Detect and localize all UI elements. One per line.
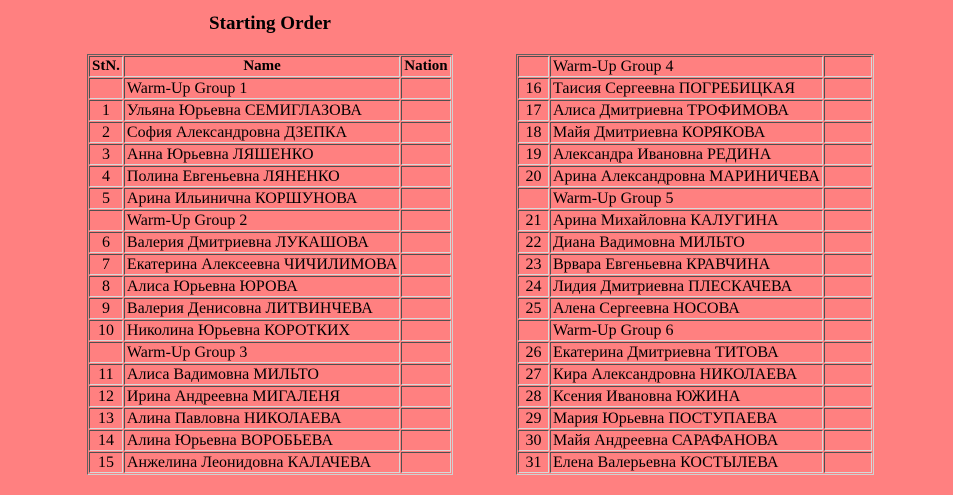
start-number: 3 bbox=[89, 144, 123, 165]
start-number: 19 bbox=[518, 144, 549, 165]
nation-cell bbox=[401, 408, 450, 429]
athlete-name: Арина Михайловна КАЛУГИНА bbox=[550, 210, 823, 231]
group-number-cell bbox=[89, 210, 123, 231]
athlete-name: Лидия Дмитриевна ПЛЕСКАЧЕВА bbox=[550, 276, 823, 297]
athlete-name: Екатерина Дмитриевна ТИТОВА bbox=[550, 342, 823, 363]
nation-cell bbox=[401, 166, 450, 187]
nation-cell bbox=[824, 276, 872, 297]
athlete-name: Майя Дмитриевна КОРЯКОВА bbox=[550, 122, 823, 143]
start-number: 11 bbox=[89, 364, 123, 385]
start-number: 12 bbox=[89, 386, 123, 407]
nation-cell bbox=[824, 56, 872, 77]
athlete-name: Валерия Денисовна ЛИТВИНЧЕВА bbox=[124, 298, 400, 319]
nation-cell bbox=[824, 100, 872, 121]
athlete-name: Николина Юрьевна КОРОТКИХ bbox=[124, 320, 400, 341]
start-number: 21 bbox=[518, 210, 549, 231]
table-body-left bbox=[89, 78, 451, 473]
athlete-name: Таисия Сергеевна ПОГРЕБИЦКАЯ bbox=[550, 78, 823, 99]
athlete-row bbox=[518, 254, 872, 275]
athlete-row bbox=[518, 122, 872, 143]
start-number: 27 bbox=[518, 364, 549, 385]
start-number: 23 bbox=[518, 254, 549, 275]
athlete-name: Анжелина Леонидовна КАЛАЧЕВА bbox=[124, 452, 400, 473]
warmup-group-label: Warm-Up Group 3 bbox=[124, 342, 400, 363]
athlete-row bbox=[89, 144, 451, 165]
athlete-name: Врвара Евгеньевна КРАВЧИНА bbox=[550, 254, 823, 275]
nation-cell bbox=[401, 122, 450, 143]
start-number: 15 bbox=[89, 452, 123, 473]
athlete-row bbox=[518, 298, 872, 319]
athlete-name: Ирина Андреевна МИГАЛЕНЯ bbox=[124, 386, 400, 407]
warmup-group-row bbox=[89, 78, 451, 99]
nation-cell bbox=[401, 232, 450, 253]
athlete-row bbox=[89, 364, 451, 385]
nation-cell bbox=[824, 188, 872, 209]
warmup-group-row bbox=[89, 342, 451, 363]
nation-cell bbox=[824, 144, 872, 165]
athlete-row bbox=[89, 430, 451, 451]
start-number: 8 bbox=[89, 276, 123, 297]
group-number-cell bbox=[89, 342, 123, 363]
warmup-group-label: Warm-Up Group 5 bbox=[550, 188, 823, 209]
header-name: Name bbox=[124, 56, 400, 77]
athlete-row bbox=[89, 452, 451, 473]
start-number: 31 bbox=[518, 452, 549, 473]
athlete-name: Алиса Юрьевна ЮРОВА bbox=[124, 276, 400, 297]
start-number: 29 bbox=[518, 408, 549, 429]
start-number: 6 bbox=[89, 232, 123, 253]
nation-cell bbox=[401, 100, 450, 121]
header-stn: StN. bbox=[89, 56, 123, 77]
nation-cell bbox=[401, 452, 450, 473]
athlete-row bbox=[518, 78, 872, 99]
nation-cell bbox=[401, 254, 450, 275]
warmup-group-label: Warm-Up Group 6 bbox=[550, 320, 823, 341]
warmup-group-row bbox=[89, 210, 451, 231]
athlete-row bbox=[89, 298, 451, 319]
start-number: 20 bbox=[518, 166, 549, 187]
athlete-row bbox=[518, 232, 872, 253]
group-number-cell bbox=[518, 188, 549, 209]
nation-cell bbox=[401, 188, 450, 209]
athlete-row bbox=[518, 144, 872, 165]
start-number: 30 bbox=[518, 430, 549, 451]
starting-order-table-left bbox=[87, 54, 453, 475]
athlete-name: Алина Юрьевна ВОРОБЬЕВА bbox=[124, 430, 400, 451]
athlete-row bbox=[518, 408, 872, 429]
warmup-group-label: Warm-Up Group 1 bbox=[124, 78, 400, 99]
athlete-name: Полина Евгеньевна ЛЯНЕНКО bbox=[124, 166, 400, 187]
nation-cell bbox=[824, 342, 872, 363]
start-number: 5 bbox=[89, 188, 123, 209]
athlete-row bbox=[89, 188, 451, 209]
athlete-name: Алена Сергеевна НОСОВА bbox=[550, 298, 823, 319]
warmup-group-row bbox=[518, 56, 872, 77]
athlete-name: Кира Александровна НИКОЛАЕВА bbox=[550, 364, 823, 385]
athlete-name: Александра Ивановна РЕДИНА bbox=[550, 144, 823, 165]
warmup-group-label: Warm-Up Group 2 bbox=[124, 210, 400, 231]
nation-cell bbox=[401, 364, 450, 385]
nation-cell bbox=[824, 430, 872, 451]
athlete-row bbox=[518, 166, 872, 187]
start-number: 18 bbox=[518, 122, 549, 143]
athlete-name: Елена Валерьевна КОСТЫЛЕВА bbox=[550, 452, 823, 473]
nation-cell bbox=[401, 320, 450, 341]
warmup-group-label: Warm-Up Group 4 bbox=[550, 56, 823, 77]
nation-cell bbox=[401, 298, 450, 319]
nation-cell bbox=[401, 78, 450, 99]
start-number: 26 bbox=[518, 342, 549, 363]
nation-cell bbox=[401, 386, 450, 407]
athlete-name: Майя Андреевна САРАФАНОВА bbox=[550, 430, 823, 451]
table-body-right bbox=[518, 56, 872, 473]
athlete-row bbox=[89, 100, 451, 121]
group-number-cell bbox=[518, 320, 549, 341]
nation-cell bbox=[824, 166, 872, 187]
nation-cell bbox=[824, 78, 872, 99]
athlete-row bbox=[89, 166, 451, 187]
athlete-name: Екатерина Алексеевна ЧИЧИЛИМОВА bbox=[124, 254, 400, 275]
start-number: 10 bbox=[89, 320, 123, 341]
nation-cell bbox=[824, 210, 872, 231]
nation-cell bbox=[401, 430, 450, 451]
athlete-row bbox=[89, 254, 451, 275]
athlete-name: София Александровна ДЗЕПКА bbox=[124, 122, 400, 143]
header-row bbox=[89, 56, 451, 77]
athlete-row bbox=[89, 408, 451, 429]
athlete-row bbox=[89, 122, 451, 143]
athlete-row bbox=[518, 430, 872, 451]
nation-cell bbox=[401, 276, 450, 297]
nation-cell bbox=[824, 298, 872, 319]
athlete-name: Арина Ильинична КОРШУНОВА bbox=[124, 188, 400, 209]
athlete-name: Ульяна Юрьевна СЕМИГЛАЗОВА bbox=[124, 100, 400, 121]
warmup-group-row bbox=[518, 320, 872, 341]
athlete-name: Анна Юрьевна ЛЯШЕНКО bbox=[124, 144, 400, 165]
nation-cell bbox=[824, 254, 872, 275]
nation-cell bbox=[824, 386, 872, 407]
header-nation: Nation bbox=[401, 56, 450, 77]
nation-cell bbox=[824, 364, 872, 385]
nation-cell bbox=[824, 122, 872, 143]
athlete-name: Валерия Дмитриевна ЛУКАШОВА bbox=[124, 232, 400, 253]
group-number-cell bbox=[518, 56, 549, 77]
start-number: 16 bbox=[518, 78, 549, 99]
athlete-name: Диана Вадимовна МИЛЬТО bbox=[550, 232, 823, 253]
nation-cell bbox=[824, 232, 872, 253]
athlete-row bbox=[89, 386, 451, 407]
start-number: 9 bbox=[89, 298, 123, 319]
start-number: 2 bbox=[89, 122, 123, 143]
nation-cell bbox=[824, 452, 872, 473]
athlete-row bbox=[89, 232, 451, 253]
athlete-row bbox=[518, 364, 872, 385]
start-number: 17 bbox=[518, 100, 549, 121]
athlete-row bbox=[518, 276, 872, 297]
warmup-group-row bbox=[518, 188, 872, 209]
athlete-name: Арина Александровна МАРИНИЧЕВА bbox=[550, 166, 823, 187]
athlete-row bbox=[518, 100, 872, 121]
athlete-name: Алина Павловна НИКОЛАЕВА bbox=[124, 408, 400, 429]
start-number: 24 bbox=[518, 276, 549, 297]
start-number: 4 bbox=[89, 166, 123, 187]
nation-cell bbox=[824, 320, 872, 341]
nation-cell bbox=[401, 144, 450, 165]
nation-cell bbox=[401, 342, 450, 363]
athlete-row bbox=[518, 386, 872, 407]
start-number: 1 bbox=[89, 100, 123, 121]
nation-cell bbox=[401, 210, 450, 231]
group-number-cell bbox=[89, 78, 123, 99]
athlete-row bbox=[89, 276, 451, 297]
start-number: 13 bbox=[89, 408, 123, 429]
starting-order-table-right bbox=[516, 54, 874, 475]
nation-cell bbox=[824, 408, 872, 429]
athlete-name: Ксения Ивановна ЮЖИНА bbox=[550, 386, 823, 407]
start-number: 14 bbox=[89, 430, 123, 451]
start-number: 22 bbox=[518, 232, 549, 253]
start-number: 25 bbox=[518, 298, 549, 319]
athlete-row bbox=[518, 342, 872, 363]
athlete-row bbox=[518, 452, 872, 473]
start-number: 28 bbox=[518, 386, 549, 407]
athlete-name: Алиса Дмитриевна ТРОФИМОВА bbox=[550, 100, 823, 121]
page-title: Starting Order bbox=[209, 13, 331, 34]
athlete-name: Алиса Вадимовна МИЛЬТО bbox=[124, 364, 400, 385]
start-number: 7 bbox=[89, 254, 123, 275]
athlete-name: Мария Юрьевна ПОСТУПАЕВА bbox=[550, 408, 823, 429]
athlete-row bbox=[89, 320, 451, 341]
athlete-row bbox=[518, 210, 872, 231]
